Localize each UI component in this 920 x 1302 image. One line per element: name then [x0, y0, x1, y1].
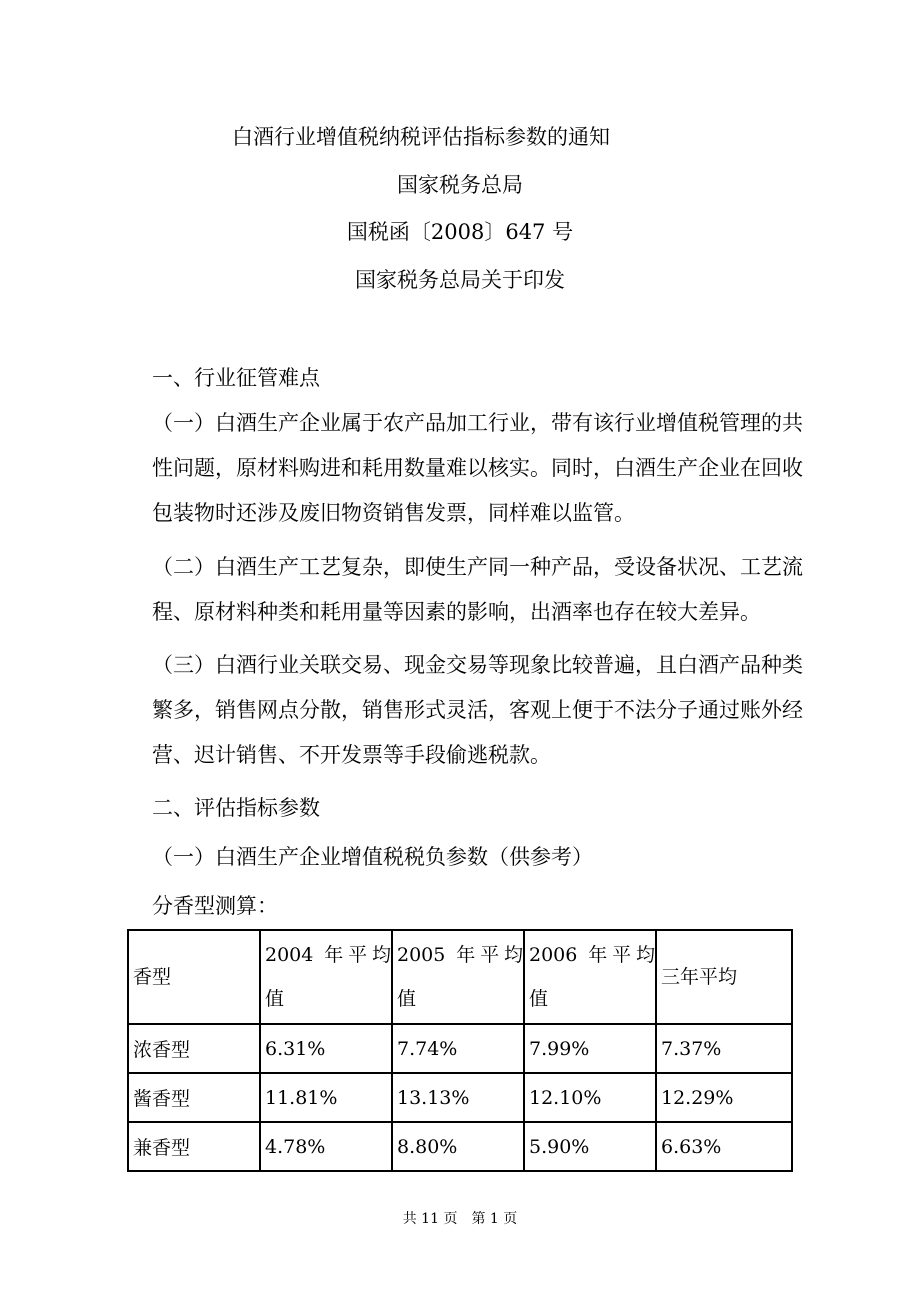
table-cell: 6.31%: [260, 1024, 392, 1073]
issuer-name: 国家税务总局: [397, 173, 523, 197]
table-header-cell: 2006 年平均值: [524, 930, 656, 1024]
table-cell: 酱香型: [128, 1073, 260, 1122]
table-header-cell: 2005 年平均值: [392, 930, 524, 1024]
table-cell: 11.81%: [260, 1073, 392, 1122]
paragraph-1: （一）白酒生产企业属于农产品加工行业，带有该行业增值税管理的共性问题，原材料购进和耗用数量难以核实。同时，白酒生产企业在回收包装物时还涉及废旧物资销售发票，同样难以监管。: [152, 411, 803, 525]
section-2-heading: 二、评估指标参数: [152, 796, 320, 820]
section-1-heading: 一、行业征管难点: [152, 366, 320, 390]
subsection-heading: （一）白酒生产企业增值税税负参数（供参考）: [152, 845, 593, 869]
table-cell: 5.90%: [524, 1122, 656, 1171]
table-cell: 4.78%: [260, 1122, 392, 1171]
tax-burden-table: [127, 929, 793, 1172]
document-subtitle: 国家税务总局关于印发: [355, 268, 565, 292]
table-header-cell: 三年平均: [656, 930, 792, 1024]
table-row: [128, 1073, 792, 1122]
table-row: [128, 1122, 792, 1171]
calculation-note: 分香型测算：: [152, 894, 278, 918]
table-header-cell: 2004 年平均值: [260, 930, 392, 1024]
table-cell: 12.10%: [524, 1073, 656, 1122]
table-cell: 7.74%: [392, 1024, 524, 1073]
table-header-cell: 香型: [128, 930, 260, 1024]
document-title: 白酒行业增值税纳税评估指标参数的通知: [232, 125, 610, 149]
table-header-row: [128, 930, 792, 1024]
table-cell: 浓香型: [128, 1024, 260, 1073]
table-cell: 13.13%: [392, 1073, 524, 1122]
table-cell: 7.37%: [656, 1024, 792, 1073]
paragraph-3: （三）白酒行业关联交易、现金交易等现象比较普遍，且白酒产品种类繁多，销售网点分散，销售形式灵活，客观上便于不法分子通过账外经营、迟计销售、不开发票等手段偷逃税款。: [152, 653, 803, 767]
table-cell: 兼香型: [128, 1122, 260, 1171]
document-number: 国税函〔2008〕647 号: [346, 220, 574, 244]
table-cell: 8.80%: [392, 1122, 524, 1171]
table-row: [128, 1024, 792, 1073]
table-cell: 12.29%: [656, 1073, 792, 1122]
table-cell: 6.63%: [656, 1122, 792, 1171]
paragraph-2: （二）白酒生产工艺复杂，即使生产同一种产品，受设备状况、工艺流程、原材料种类和耗用量等因素的影响，出酒率也存在较大差异。: [152, 555, 803, 624]
page-footer: 共 11 页 第 1 页: [402, 1211, 518, 1227]
table-cell: 7.99%: [524, 1024, 656, 1073]
